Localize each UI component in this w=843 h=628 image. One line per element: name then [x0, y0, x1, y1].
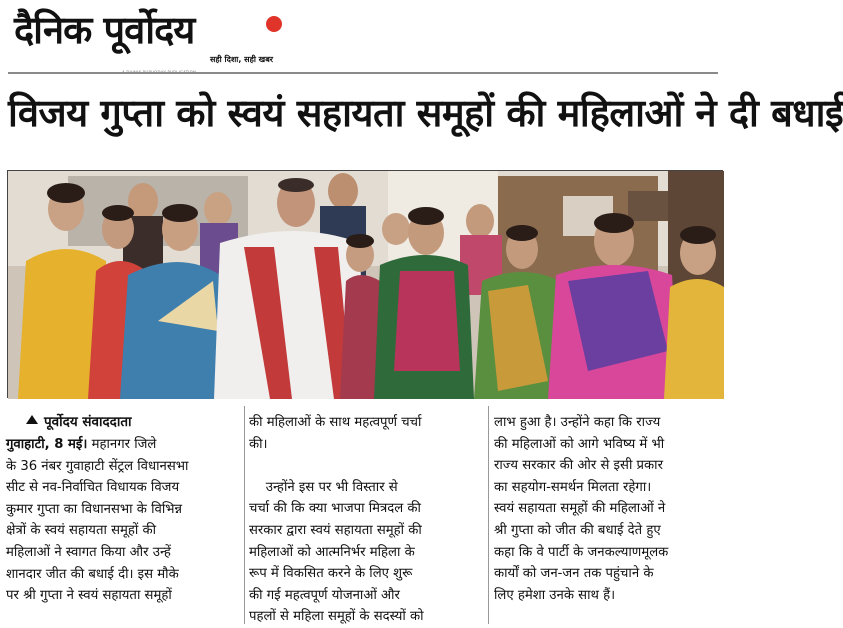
article-byline: पूर्वोदय संवाददाता: [44, 414, 132, 430]
column-line: रूप में विकसित करने के लिए शुरू: [249, 566, 413, 582]
article-dateline: गुवाहाटी, 8 मई।: [6, 437, 88, 452]
group-photo-illustration: [8, 171, 724, 399]
column-line: महिलाओं ने स्वागत किया और उन्हें: [6, 544, 171, 560]
column-line: चर्चा की कि क्या भाजपा मित्रदल की: [249, 501, 421, 517]
column-line: सीट से नव-निर्वाचित विधायक विजय: [6, 480, 180, 496]
column-line: [249, 455, 479, 477]
column-line: श्री गुप्ता को जीत की बधाई देते हुए: [494, 522, 661, 538]
masthead: [14, 6, 284, 68]
column-line: की गई महत्वपूर्ण योजनाओं और: [249, 587, 400, 603]
column-line: कहा कि वे पार्टी के जनकल्याणमूलक: [494, 544, 669, 560]
column-line: लिए हमेशा उनके साथ हैं।: [494, 587, 616, 603]
masthead-tagline: सही दिशा, सही खबर: [210, 55, 274, 64]
column-line: उन्होंने इस पर भी विस्तार से: [249, 479, 398, 495]
column-line: की।: [249, 436, 268, 452]
article-column-3: [494, 412, 724, 606]
column-line: शानदार जीत की बधाई दी। इस मौके: [6, 566, 179, 582]
column-line: सरकार द्वारा स्वयं सहायता समूहों की: [249, 522, 422, 538]
column-line: लाभ हुआ है। उन्होंने कहा कि राज्य: [494, 415, 661, 430]
article-column-1: [6, 434, 240, 607]
article-headline: विजय गुप्ता को स्वयं सहायता समूहों की महिलाओं ने दी बधाई: [8, 91, 843, 135]
column-divider: [244, 406, 245, 624]
column-line: की महिलाओं के साथ महत्वपूर्ण चर्चा: [249, 415, 422, 430]
column-line: क्षेत्रों के स्वयं सहायता समूहों की: [6, 523, 157, 539]
column-line: कार्यों को जन-जन तक पहुंचाने के: [494, 566, 654, 582]
article-column-2: [249, 412, 479, 628]
column-line: राज्य सरकार की ओर से इसी प्रकार: [494, 458, 663, 474]
column-line: का सहयोग-समर्थन मिलता रहेगा।: [494, 479, 652, 495]
column-line: कुमार गुप्ता का विधानसभा के विभिन्न: [6, 501, 183, 517]
triangle-up-icon: [26, 415, 38, 424]
article-photo: [7, 170, 723, 398]
column-line: गुवाहाटी, 8 मई। महानगर जिले: [6, 437, 157, 452]
logo-dot-icon: [266, 16, 282, 32]
column-line: पर श्री गुप्ता ने स्वयं सहायता समूहों: [6, 588, 172, 604]
masthead-rule: [8, 72, 718, 74]
column-line: की महिलाओं को आगे भविष्य में भी: [494, 436, 665, 452]
column-line: महिलाओं को आत्मनिर्भर महिला के: [249, 544, 415, 560]
column-divider: [488, 406, 489, 624]
newspaper-logo: दैनिक पूर्वोदय: [14, 8, 195, 52]
column-line: स्वयं सहायता समूहों की महिलाओं ने: [494, 501, 666, 517]
column-line: के 36 नंबर गुवाहाटी सेंट्रल विधानसभा: [6, 458, 189, 474]
column-line: पहलों से महिला समूहों के सदस्यों को: [249, 609, 424, 625]
